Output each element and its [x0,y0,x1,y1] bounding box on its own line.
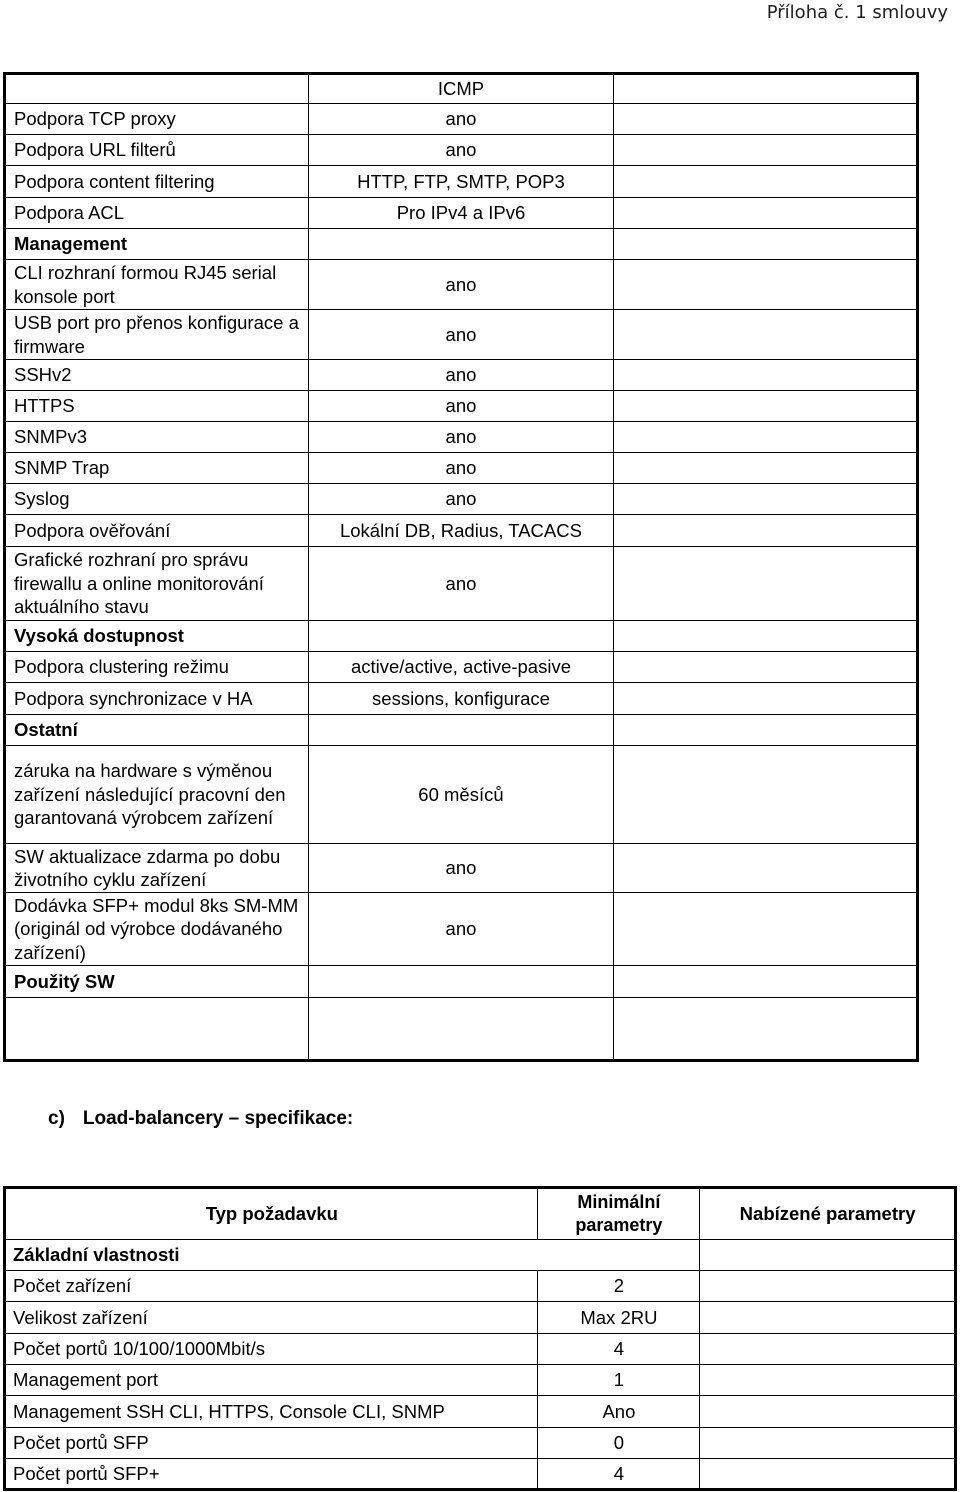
spec-value: ano [308,310,613,360]
spec-label: Podpora synchronizace v HA [5,683,309,715]
table-row [5,1459,956,1490]
section-heading: Ostatní [5,715,309,746]
page-header: Příloha č. 1 smlouvy [766,2,948,23]
section-title [48,1108,353,1130]
section-heading-text: Load-balancery – specifikace: [82,1108,354,1129]
offered-cell [613,104,917,135]
offered-cell [700,1396,956,1428]
spec-label: Dodávka SFP+ modul 8ks SM-MM (originál od výrobce dodávaného zařízení) [5,893,309,966]
spec-value: 60 měsíců [308,746,613,844]
section-heading: Použitý SW [5,966,309,998]
spec-label: Podpora ověřování [5,515,309,547]
table-row [5,652,918,683]
spec-value: Pro IPv4 a IPv6 [308,198,613,229]
offered-cell [613,998,917,1061]
spec-value: ano [308,422,613,453]
offered-cell [613,966,917,998]
offered-cell [613,893,917,966]
offered-cell [613,74,917,104]
spec-label: SNMPv3 [5,422,309,453]
table-row [5,484,918,515]
column-header-type: Typ požadavku [5,1188,538,1240]
section-row-used-sw [5,966,918,998]
spec-value: Max 2RU [537,1302,700,1334]
spec-value: sessions, konfigurace [308,683,613,715]
spec-value [308,715,613,746]
table-row [5,135,918,166]
spec-value: ano [308,844,613,893]
spec-label: Počet portů 10/100/1000Mbit/s [5,1334,538,1365]
spec-label: CLI rozhraní formou RJ45 serial konsole port [5,260,309,310]
spec-value [308,621,613,652]
column-header-offered: Nabízené parametry [700,1188,956,1240]
firewall-spec-table [3,72,919,1062]
load-balancer-spec-table [3,1186,957,1491]
spec-value [308,229,613,260]
spec-label: USB port pro přenos konfigurace a firmware [5,310,309,360]
offered-cell [700,1459,956,1490]
table-row [5,104,918,135]
spec-label: Velikost zařízení [5,1302,538,1334]
spec-value: 2 [537,1271,700,1302]
spec-value: ano [308,484,613,515]
spec-label: Management SSH CLI, HTTPS, Console CLI, SNMP [5,1396,538,1428]
spec-value: 0 [537,1428,700,1459]
offered-cell [613,484,917,515]
spec-value [308,998,613,1061]
offered-cell [613,135,917,166]
table-row [5,746,918,844]
offered-cell [613,621,917,652]
spec-value: active/active, active-pasive [308,652,613,683]
spec-label: Podpora ACL [5,198,309,229]
table-row [5,391,918,422]
empty-cell [537,1240,700,1271]
table-row [5,893,918,966]
spec-value: HTTP, FTP, SMTP, POP3 [308,166,613,198]
spec-value: ano [308,391,613,422]
spec-label: Management port [5,1365,538,1396]
section-heading: Management [5,229,309,260]
spec-value: Lokální DB, Radius, TACACS [308,515,613,547]
offered-cell [613,229,917,260]
offered-cell [613,453,917,484]
spec-value: ano [308,547,613,621]
group-row [5,1240,956,1271]
column-header-min: Minimální parametry [537,1188,700,1240]
table-row [5,74,918,104]
section-row-other [5,715,918,746]
offered-cell [700,1365,956,1396]
spec-label: HTTPS [5,391,309,422]
section-row-management [5,229,918,260]
table-row [5,844,918,893]
table-row [5,1334,956,1365]
spec-label: Podpora content filtering [5,166,309,198]
table-row [5,360,918,391]
header-row [5,1188,956,1240]
offered-cell [613,844,917,893]
spec-value: 4 [537,1334,700,1365]
table-row [5,166,918,198]
spec-value: 4 [537,1459,700,1490]
table-row [5,998,918,1061]
spec-value: ano [308,893,613,966]
table-row [5,310,918,360]
offered-cell [613,715,917,746]
table-row [5,453,918,484]
table-row [5,1396,956,1428]
offered-cell [613,260,917,310]
spec-label: SNMP Trap [5,453,309,484]
offered-cell [700,1334,956,1365]
offered-cell [613,198,917,229]
table-row [5,1428,956,1459]
spec-label: Počet zařízení [5,1271,538,1302]
offered-cell [700,1302,956,1334]
table-row [5,260,918,310]
offered-cell [700,1240,956,1271]
offered-cell [613,166,917,198]
spec-value: 1 [537,1365,700,1396]
spec-value: ano [308,104,613,135]
spec-label: SW aktualizace zdarma po dobu životního cyklu zařízení [5,844,309,893]
spec-label: Počet portů SFP [5,1428,538,1459]
offered-cell [613,683,917,715]
offered-cell [613,515,917,547]
spec-value: ano [308,453,613,484]
spec-value: ano [308,360,613,391]
table-row [5,515,918,547]
offered-cell [613,547,917,621]
spec-value: ICMP [308,74,613,104]
spec-value: ano [308,260,613,310]
table-row [5,683,918,715]
spec-label: Podpora clustering režimu [5,652,309,683]
table-row [5,422,918,453]
spec-label: SSHv2 [5,360,309,391]
table-row [5,1302,956,1334]
spec-label [5,998,309,1061]
offered-cell [613,746,917,844]
table-row [5,547,918,621]
table-row [5,1365,956,1396]
table-row [5,1271,956,1302]
offered-cell [613,652,917,683]
spec-label: Grafické rozhraní pro správu firewallu a online monitorování aktuálního stavu [5,547,309,621]
spec-label: Podpora TCP proxy [5,104,309,135]
group-heading: Základní vlastnosti [5,1240,538,1271]
offered-cell [613,360,917,391]
section-letter: c) [48,1108,65,1129]
offered-cell [613,422,917,453]
section-heading: Vysoká dostupnost [5,621,309,652]
offered-cell [700,1271,956,1302]
offered-cell [613,310,917,360]
spec-value: ano [308,135,613,166]
table-row [5,198,918,229]
spec-label: záruka na hardware s výměnou zařízení následující pracovní den garantovaná výrobcem zařízení [5,746,309,844]
spec-value [308,966,613,998]
spec-label: Syslog [5,484,309,515]
offered-cell [700,1428,956,1459]
spec-label: Počet portů SFP+ [5,1459,538,1490]
spec-value: Ano [537,1396,700,1428]
section-row-high-availability [5,621,918,652]
spec-label: Podpora URL filterů [5,135,309,166]
offered-cell [613,391,917,422]
spec-label [5,74,309,104]
